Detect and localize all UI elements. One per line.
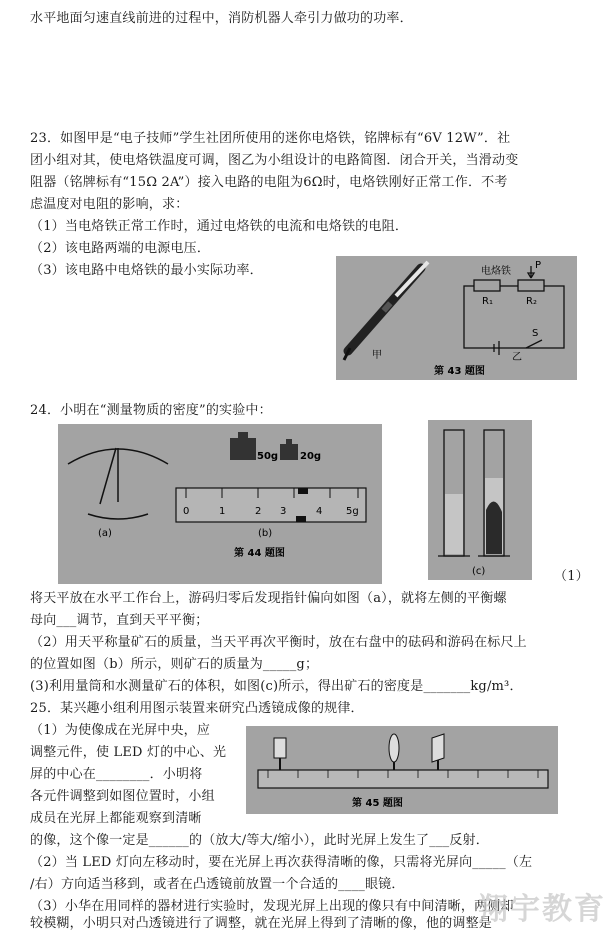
figure-44-drawing xyxy=(58,424,382,584)
label-r2: R₂ xyxy=(526,296,537,307)
q25-line-4: 各元件调整到如图位置时，小组 xyxy=(30,789,215,804)
tick-1: 1 xyxy=(219,506,226,517)
q25-line-9: （3）小华在用同样的器材进行实验时，发现光屏上出现的像只有中间清晰，两侧却 xyxy=(30,899,514,914)
label-iron: 电烙铁 xyxy=(481,266,511,277)
cylinders-drawing xyxy=(428,420,532,580)
q24-num-1: （1） xyxy=(554,569,589,584)
q25-line-8: /右）方向适当移到，或者在凸透镜前放置一个合适的____眼镜． xyxy=(30,877,405,892)
figure-44 xyxy=(58,424,382,584)
screen-icon xyxy=(432,734,444,770)
optical-bench xyxy=(258,770,548,788)
q24-line-3: （2）用天平称量矿石的质量，当天平再次平衡时，放在右盘中的砝码和游码在标尺上 xyxy=(30,635,527,650)
convex-lens-icon xyxy=(389,734,399,770)
circuit-diagram xyxy=(464,266,564,355)
q25-line-5: 成员在光屏上都能观察到清晰 xyxy=(30,811,202,826)
q23-line-2: 团小组对其，使电烙铁温度可调，图乙为小组设计的电路简图．闭合开关，当滑动变 xyxy=(30,153,519,168)
q25-line-7: （2）当 LED 灯向左移动时，要在光屏上再次获得清晰的像，只需将光屏向_____（左 xyxy=(30,855,533,870)
q23-sub-2: （2）该电路两端的电源电压． xyxy=(30,241,211,256)
q24-line-5: (3)利用量筒和水测量矿石的体积，如图(c)所示，得出矿石的密度是_______kg/m³． xyxy=(30,679,523,694)
label-yi: 乙 xyxy=(512,352,522,363)
q25-line-6: 的像，这个像一定是______的（放大/等大/缩小），此时光屏上发生了___反射． xyxy=(30,833,489,848)
balance-dial-icon xyxy=(68,448,168,519)
tick-3: 3 xyxy=(280,506,287,517)
q23-sub-1: （1）当电烙铁正常工作时，通过电烙铁的电流和电烙铁的电阻． xyxy=(30,219,409,234)
q23-line-1: 23．如图甲是“电子技师”学生社团所使用的迷你电烙铁，铭牌标有“6V 12W”．社 xyxy=(30,131,511,146)
optical-bench-drawing xyxy=(246,726,558,814)
label-a: (a) xyxy=(98,528,112,539)
label-r1: R₁ xyxy=(482,296,493,307)
tick-4: 4 xyxy=(316,506,323,517)
figure-45 xyxy=(246,726,558,814)
q25-line-3: 屏的中心在________．小明将 xyxy=(30,767,203,782)
figure-43-drawing xyxy=(336,256,577,380)
q25-title: 25．某兴趣小组利用图示装置来研究凸透镜成像的规律． xyxy=(30,701,364,716)
tick-2: 2 xyxy=(255,506,262,517)
tick-5: 5g xyxy=(346,506,359,517)
q25-line-1: （1）为使像成在光屏中央，应 xyxy=(30,723,211,738)
soldering-iron-icon xyxy=(344,262,428,360)
label-b: (b) xyxy=(258,528,273,539)
q23-sub-3: （3）该电路中电烙铁的最小实际功率． xyxy=(30,263,263,278)
led-lamp-icon xyxy=(274,738,286,770)
label-jia: 甲 xyxy=(372,350,382,361)
q24-line-4: 的位置如图（b）所示，则矿石的质量为_____g； xyxy=(30,657,319,672)
figure-45-caption: 第 45 题图 xyxy=(352,798,403,809)
q24-line-2: 母向___调节，直到天平平衡； xyxy=(30,613,209,628)
label-p: P xyxy=(535,260,542,271)
tick-0: 0 xyxy=(183,506,190,517)
mass-50g: 50g xyxy=(257,451,279,462)
figure-44-caption: 第 44 题图 xyxy=(234,548,285,559)
label-c: (c) xyxy=(472,566,486,577)
watermark-logo: 翔宇教育 xyxy=(478,892,606,927)
figure-43 xyxy=(336,256,577,380)
top-line: 水平地面匀速直线前进的过程中，消防机器人牵引力做功的功率． xyxy=(30,11,413,26)
q24-title: 24．小明在“测量物质的密度”的实验中： xyxy=(30,403,272,418)
q25-line-10: 较模糊，小明只对凸透镜进行了调整，就在光屏上得到了清晰的像，他的调整是 xyxy=(30,916,493,931)
figure-44c xyxy=(428,420,532,580)
q23-line-4: 虑温度对电阻的影响，求： xyxy=(30,197,189,212)
mass-20g: 20g xyxy=(300,451,322,462)
q23-line-3: 阻器（铭牌标有“15Ω 2A”）接入电路的电阻为6Ω时，电烙铁刚好正常工作．不考 xyxy=(30,175,508,190)
figure-43-caption: 第 43 题图 xyxy=(434,366,485,377)
q24-line-1: 将天平放在水平工作台上，游码归零后发现指针偏向如图（a），就将左侧的平衡螺 xyxy=(30,591,507,606)
label-s: S xyxy=(532,328,539,339)
q25-line-2: 调整元件，使 LED 灯的中心、光 xyxy=(30,745,227,760)
